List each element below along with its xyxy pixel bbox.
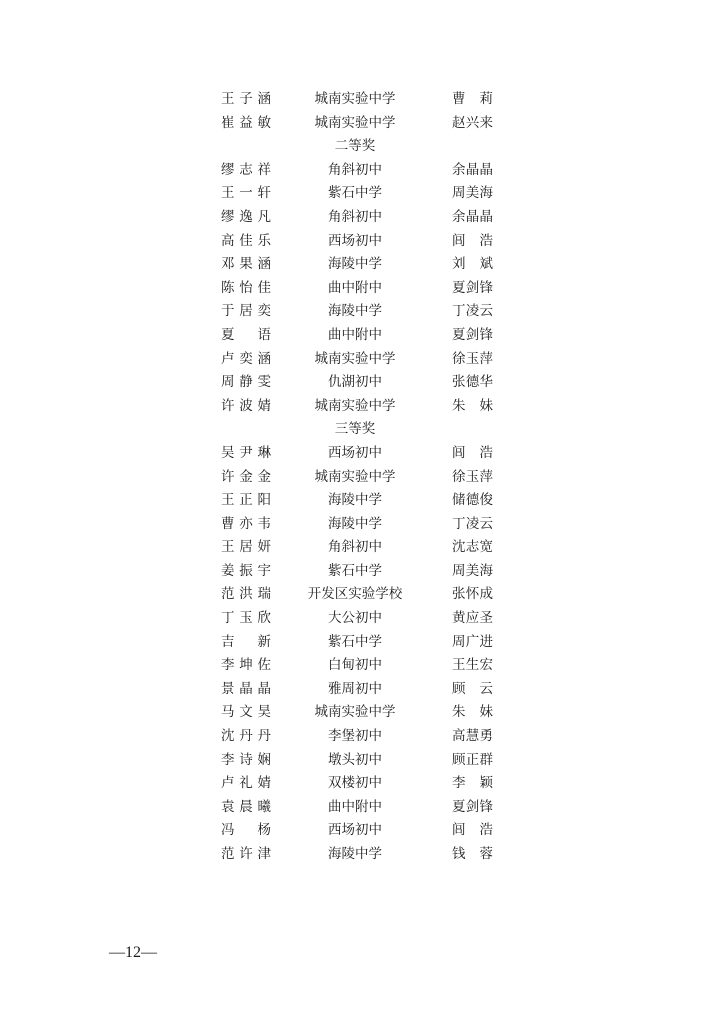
winner-row bbox=[0, 678, 720, 702]
teacher-name: 王生宏 bbox=[452, 657, 493, 674]
school-name: 曲中附中 bbox=[328, 798, 382, 815]
winner-row bbox=[0, 654, 720, 678]
school-name: 曲中附中 bbox=[328, 326, 382, 343]
teacher-name: 闾 浩 bbox=[452, 444, 493, 461]
school-name: 城南实验中学 bbox=[314, 704, 396, 721]
teacher-name: 夏剑锋 bbox=[452, 326, 493, 343]
student-name: 崔益敏 bbox=[221, 114, 271, 131]
school-name: 海陵中学 bbox=[328, 846, 382, 862]
student-name: 陈怡佳 bbox=[221, 279, 271, 296]
school-name: 城南实验中学 bbox=[314, 397, 396, 414]
winner-row bbox=[0, 772, 720, 796]
school-name: 海陵中学 bbox=[328, 256, 382, 273]
teacher-name: 顾 云 bbox=[452, 680, 493, 697]
teacher-name: 夏剑锋 bbox=[452, 798, 493, 815]
teacher-name: 刘 斌 bbox=[452, 256, 493, 273]
winner-row bbox=[0, 560, 720, 584]
school-name: 白甸初中 bbox=[328, 657, 382, 674]
winner-row bbox=[0, 442, 720, 466]
student-name: 李诗娴 bbox=[221, 751, 271, 768]
school-name: 大公初中 bbox=[328, 610, 382, 627]
award-level-heading bbox=[0, 135, 720, 159]
teacher-name: 储德俊 bbox=[452, 492, 493, 509]
student-name: 景晶晶 bbox=[221, 680, 271, 697]
student-name: 卢礼婧 bbox=[221, 775, 271, 792]
school-name: 紫石中学 bbox=[328, 185, 382, 202]
winner-row bbox=[0, 749, 720, 773]
winner-row bbox=[0, 583, 720, 607]
student-name: 于居奕 bbox=[221, 303, 271, 320]
winner-row bbox=[0, 371, 720, 395]
teacher-name: 曹 莉 bbox=[452, 91, 493, 107]
teacher-name: 余晶晶 bbox=[452, 161, 493, 178]
winner-row bbox=[0, 206, 720, 230]
school-name: 城南实验中学 bbox=[314, 468, 396, 485]
winner-row bbox=[0, 843, 720, 867]
school-name: 角斜初中 bbox=[328, 539, 382, 556]
winner-row bbox=[0, 395, 720, 419]
teacher-name: 徐玉萍 bbox=[452, 468, 493, 485]
student-name: 邓果涵 bbox=[221, 256, 271, 273]
winner-row bbox=[0, 489, 720, 513]
winner-row bbox=[0, 796, 720, 820]
winner-row bbox=[0, 725, 720, 749]
school-name: 海陵中学 bbox=[328, 492, 382, 509]
teacher-name: 余晶晶 bbox=[452, 208, 493, 225]
student-name: 夏 语 bbox=[221, 326, 271, 343]
teacher-name: 丁凌云 bbox=[452, 303, 493, 320]
teacher-name: 夏剑锋 bbox=[452, 279, 493, 296]
winner-row bbox=[0, 466, 720, 490]
student-name: 缪志祥 bbox=[221, 161, 271, 178]
school-name: 雅周初中 bbox=[328, 680, 382, 697]
school-name: 城南实验中学 bbox=[314, 91, 396, 107]
winner-row bbox=[0, 253, 720, 277]
teacher-name: 周广进 bbox=[452, 633, 493, 650]
winner-row bbox=[0, 701, 720, 725]
winner-row bbox=[0, 348, 720, 372]
student-name: 姜振宇 bbox=[221, 562, 271, 579]
school-name: 海陵中学 bbox=[328, 303, 382, 320]
student-name: 王正阳 bbox=[221, 492, 271, 509]
winner-row bbox=[0, 324, 720, 348]
teacher-name: 张怀成 bbox=[452, 586, 493, 603]
teacher-name: 张德华 bbox=[452, 374, 493, 391]
school-name: 李堡初中 bbox=[328, 728, 382, 745]
teacher-name: 周美海 bbox=[452, 562, 493, 579]
school-name: 城南实验中学 bbox=[314, 114, 396, 131]
school-name: 开发区实验学校 bbox=[307, 586, 403, 603]
teacher-name: 李 颖 bbox=[452, 775, 493, 792]
school-name: 紫石中学 bbox=[328, 633, 382, 650]
winner-row bbox=[0, 182, 720, 206]
student-name: 曹亦韦 bbox=[221, 515, 271, 532]
student-name: 丁玉欣 bbox=[221, 610, 271, 627]
teacher-name: 周美海 bbox=[452, 185, 493, 202]
winner-row bbox=[0, 536, 720, 560]
student-name: 卢奕涵 bbox=[221, 350, 271, 367]
winner-row bbox=[0, 513, 720, 537]
student-name: 许金金 bbox=[221, 468, 271, 485]
student-name: 王子涵 bbox=[221, 91, 271, 107]
teacher-name: 朱 妹 bbox=[452, 704, 493, 721]
winner-row bbox=[0, 277, 720, 301]
winner-row bbox=[0, 159, 720, 183]
school-name: 城南实验中学 bbox=[314, 350, 396, 367]
school-name: 西场初中 bbox=[328, 822, 382, 839]
winner-row bbox=[0, 607, 720, 631]
teacher-name: 闾 浩 bbox=[452, 232, 493, 249]
winner-row bbox=[0, 230, 720, 254]
school-name: 双楼初中 bbox=[328, 775, 382, 792]
teacher-name: 高慧勇 bbox=[452, 728, 493, 745]
winner-row bbox=[0, 112, 720, 136]
teacher-name: 黄应圣 bbox=[452, 610, 493, 627]
school-name: 紫石中学 bbox=[328, 562, 382, 579]
award-list bbox=[0, 88, 720, 867]
school-name: 海陵中学 bbox=[328, 515, 382, 532]
teacher-name: 闾 浩 bbox=[452, 822, 493, 839]
school-name: 角斜初中 bbox=[328, 161, 382, 178]
student-name: 吉 新 bbox=[221, 633, 271, 650]
winner-row bbox=[0, 631, 720, 655]
teacher-name: 朱 妹 bbox=[452, 397, 493, 414]
award-level-label: 三等奖 bbox=[334, 421, 376, 438]
school-name: 角斜初中 bbox=[328, 208, 382, 225]
student-name: 许波婧 bbox=[221, 397, 271, 414]
student-name: 缪逸凡 bbox=[221, 208, 271, 225]
student-name: 王一轩 bbox=[221, 185, 271, 202]
student-name: 李坤佐 bbox=[221, 657, 271, 674]
award-level-heading bbox=[0, 418, 720, 442]
winner-row bbox=[0, 300, 720, 324]
student-name: 王居妍 bbox=[221, 539, 271, 556]
teacher-name: 钱 蓉 bbox=[452, 846, 493, 862]
winner-row bbox=[0, 88, 720, 112]
award-level-label: 二等奖 bbox=[334, 138, 376, 155]
teacher-name: 顾正群 bbox=[452, 751, 493, 768]
student-name: 袁晨曦 bbox=[221, 798, 271, 815]
student-name: 范许津 bbox=[221, 846, 271, 862]
student-name: 吴尹琳 bbox=[221, 444, 271, 461]
teacher-name: 沈志宽 bbox=[452, 539, 493, 556]
student-name: 高佳乐 bbox=[221, 232, 271, 249]
student-name: 冯 杨 bbox=[221, 822, 271, 839]
winner-row bbox=[0, 819, 720, 843]
school-name: 仇湖初中 bbox=[328, 374, 382, 391]
school-name: 西场初中 bbox=[328, 232, 382, 249]
student-name: 周静雯 bbox=[221, 374, 271, 391]
page-number: —12— bbox=[109, 944, 157, 961]
student-name: 范洪瑞 bbox=[221, 586, 271, 603]
teacher-name: 丁凌云 bbox=[452, 515, 493, 532]
school-name: 墩头初中 bbox=[328, 751, 382, 768]
student-name: 马文昊 bbox=[221, 704, 271, 721]
teacher-name: 赵兴来 bbox=[452, 114, 493, 131]
student-name: 沈丹丹 bbox=[221, 728, 271, 745]
school-name: 曲中附中 bbox=[328, 279, 382, 296]
school-name: 西场初中 bbox=[328, 444, 382, 461]
teacher-name: 徐玉萍 bbox=[452, 350, 493, 367]
